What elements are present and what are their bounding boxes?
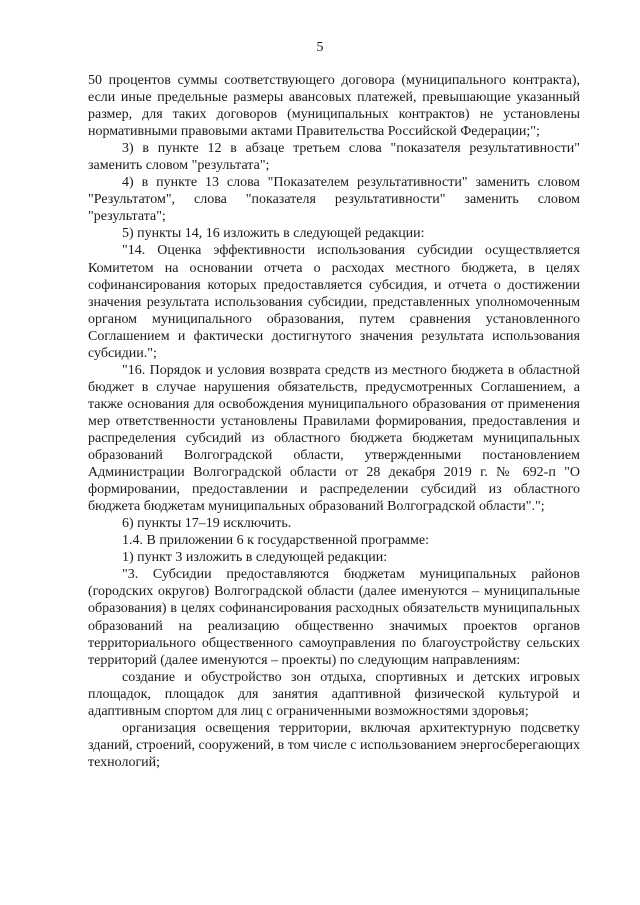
paragraph-advance-payment-tail: 50 процентов суммы соответствующего договора (муниципального контракта), если иные предельные размеры авансовых платежей, превышающие указанный размер, для таких договоров (муниципальных контрактов) не установлены нормативными правовыми актами Правительства Российской Федерации;"; — [88, 73, 580, 140]
paragraph-point-3: "3. Субсидии предоставляются бюджетам муниципальных районов (городских округов) Волгоградской области (далее именуются – муниципальные образования) в целях софинансирования расходных обязательств муниципальных образований на реализацию общественно значимых проектов органов территориального общественного самоуправления по благоустройству сельских территорий (далее именуются – проекты) по следующим направлениям: — [88, 567, 580, 668]
page-number: 5 — [316, 40, 324, 55]
paragraph-appendix-item-1: 1) пункт 3 изложить в следующей редакции: — [122, 550, 388, 566]
paragraph-direction-lighting: организация освещения территории, включая архитектурную подсветку зданий, строений, сооружений, в том числе с использованием энергосберегающих технологий; — [88, 720, 580, 770]
paragraph-section-1-4: 1.4. В приложении 6 к государственной программе: — [122, 533, 429, 549]
paragraph-item-4: 4) в пункте 13 слова "Показателем результативности" заменить словом "Результатом", слова "показателя результативности" заменить словом "результата"; — [88, 175, 580, 225]
paragraph-item-6: 6) пункты 17–19 исключить. — [122, 516, 292, 532]
paragraph-item-5: 5) пункты 14, 16 изложить в следующей редакции: — [122, 226, 425, 242]
paragraph-direction-playgrounds: создание и обустройство зон отдыха, спортивных и детских игровых площадок, площадок для занятия адаптивной физической культурой и адаптивным спортом для лиц с ограниченными возможностями здоровья; — [88, 669, 580, 719]
paragraph-item-3: 3) в пункте 12 в абзаце третьем слова "показателя результативности" заменить словом "результата"; — [88, 141, 580, 174]
document-body — [88, 72, 580, 771]
paragraph-point-14: "14. Оценка эффективности использования субсидии осуществляется Комитетом на основании отчета о расходах местного бюджета, в целях софинансирования которых предоставляется субсидия, и отчета о достижении значения результата использования субсидии, представленных уполномоченным органом муниципального образования, путем сравнения установленного Соглашением и фактически достигнутого значения результата использования субсидии."; — [88, 243, 580, 361]
paragraph-point-16: "16. Порядок и условия возврата средств из местного бюджета в областной бюджет в случае нарушения обязательств, предусмотренных Соглашением, а также основания для освобождения муниципального образования от применения мер ответственности установлены Правилами формирования, предоставления и распределения субсидий из областного бюджета бюджетам муниципальных образований Волгоградской области, утвержденными постановлением Администрации Волгоградской области от 28 декабря 2019 г. № 692-п "О формировании, предоставлении и распределении субсидий из областного бюджета бюджетам муниципальных образований Волгоградской области"."; — [88, 362, 580, 515]
